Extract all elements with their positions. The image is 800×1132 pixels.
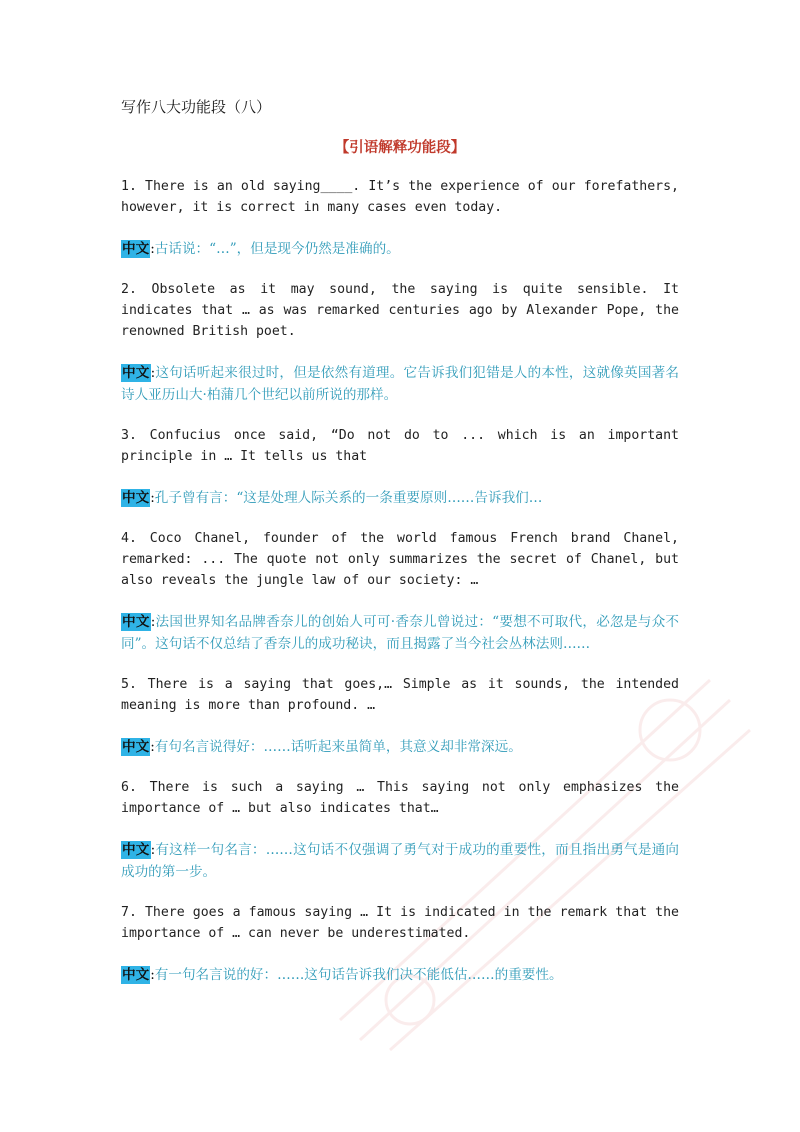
- chinese-text-7: 有一句名言说的好：……这句话告诉我们决不能低估……的重要性。: [154, 967, 563, 983]
- chinese-text-2: 这句话听起来很过时，但是依然有道理。它告诉我们犯错是人的本性，这就像英国著名诗人亚历山大·柏蒲几个世纪以前所说的那样。: [121, 365, 680, 403]
- zh-tag: 中文: [122, 739, 150, 755]
- english-sentence-5: 5. There is a saying that goes,… Simple as it sounds, the intended meaning is more than profound. …: [121, 677, 679, 713]
- chinese-text-6: 有这样一句名言：……这句话不仅强调了勇气对于成功的重要性，而且指出勇气是通向成功的第一步。: [121, 842, 680, 880]
- chinese-translation-6: [121, 839, 679, 883]
- zh-tag: 中文: [122, 614, 150, 630]
- chinese-text-5: 有句名言说得好：……话听起来虽简单，其意义却非常深远。: [154, 739, 522, 755]
- english-sentence-2: 2. Obsolete as it may sound, the saying is quite sensible. It indicates that … as was remarked centuries ago by Alexander Pope, the renowned British poet.: [121, 282, 679, 339]
- zh-colon: :: [150, 739, 155, 755]
- chinese-translation-5: [121, 736, 679, 758]
- zh-tag: 中文: [122, 365, 150, 381]
- chinese-text-3: 孔子曾有言：“这是处理人际关系的一条重要原则……告诉我们…: [154, 490, 543, 506]
- section-subtitle: 【引语解释功能段】: [334, 139, 466, 156]
- chinese-translation-1: [121, 238, 679, 260]
- zh-tag: 中文: [122, 842, 150, 858]
- zh-colon: :: [150, 241, 155, 257]
- chinese-translation-4: [121, 611, 679, 655]
- zh-colon: :: [150, 365, 156, 381]
- zh-colon: :: [150, 614, 156, 630]
- english-sentence-1: 1. There is an old saying____. It’s the experience of our forefathers, however, it is correct in many cases even today.: [121, 179, 679, 215]
- english-sentence-3: 3. Confucius once said, “Do not do to ... which is an important principle in … It tells us that: [121, 428, 679, 464]
- chinese-text-1: 古话说：“…”，但是现今仍然是准确的。: [154, 241, 400, 257]
- zh-tag: 中文: [122, 967, 150, 983]
- chinese-text-4: 法国世界知名品牌香奈儿的创始人可可·香奈儿曾说过：“要想不可取代，必忽是与众不同”。这句话不仅总结了香奈儿的成功秘诀，而且揭露了当今社会丛林法则……: [121, 614, 680, 652]
- page-heading: 写作八大功能段（八）: [121, 98, 272, 116]
- chinese-translation-7: [121, 964, 679, 986]
- zh-colon: :: [150, 967, 155, 983]
- zh-tag: 中文: [122, 490, 150, 506]
- english-sentence-4: 4. Coco Chanel, founder of the world famous French brand Chanel, remarked: ... The quote not only summarizes the secret of Chanel, but also reveals the jungle law of our society: …: [121, 531, 679, 588]
- chinese-translation-2: [121, 362, 679, 406]
- content-body: [121, 176, 679, 986]
- zh-colon: :: [150, 490, 155, 506]
- english-sentence-6: 6. There is such a saying … This saying not only emphasizes the importance of … but also indicates that…: [121, 780, 679, 816]
- zh-colon: :: [150, 842, 156, 858]
- zh-tag: 中文: [122, 241, 150, 257]
- english-sentence-7: 7. There goes a famous saying … It is indicated in the remark that the importance of … can never be underestimated.: [121, 905, 679, 941]
- chinese-translation-3: [121, 487, 679, 509]
